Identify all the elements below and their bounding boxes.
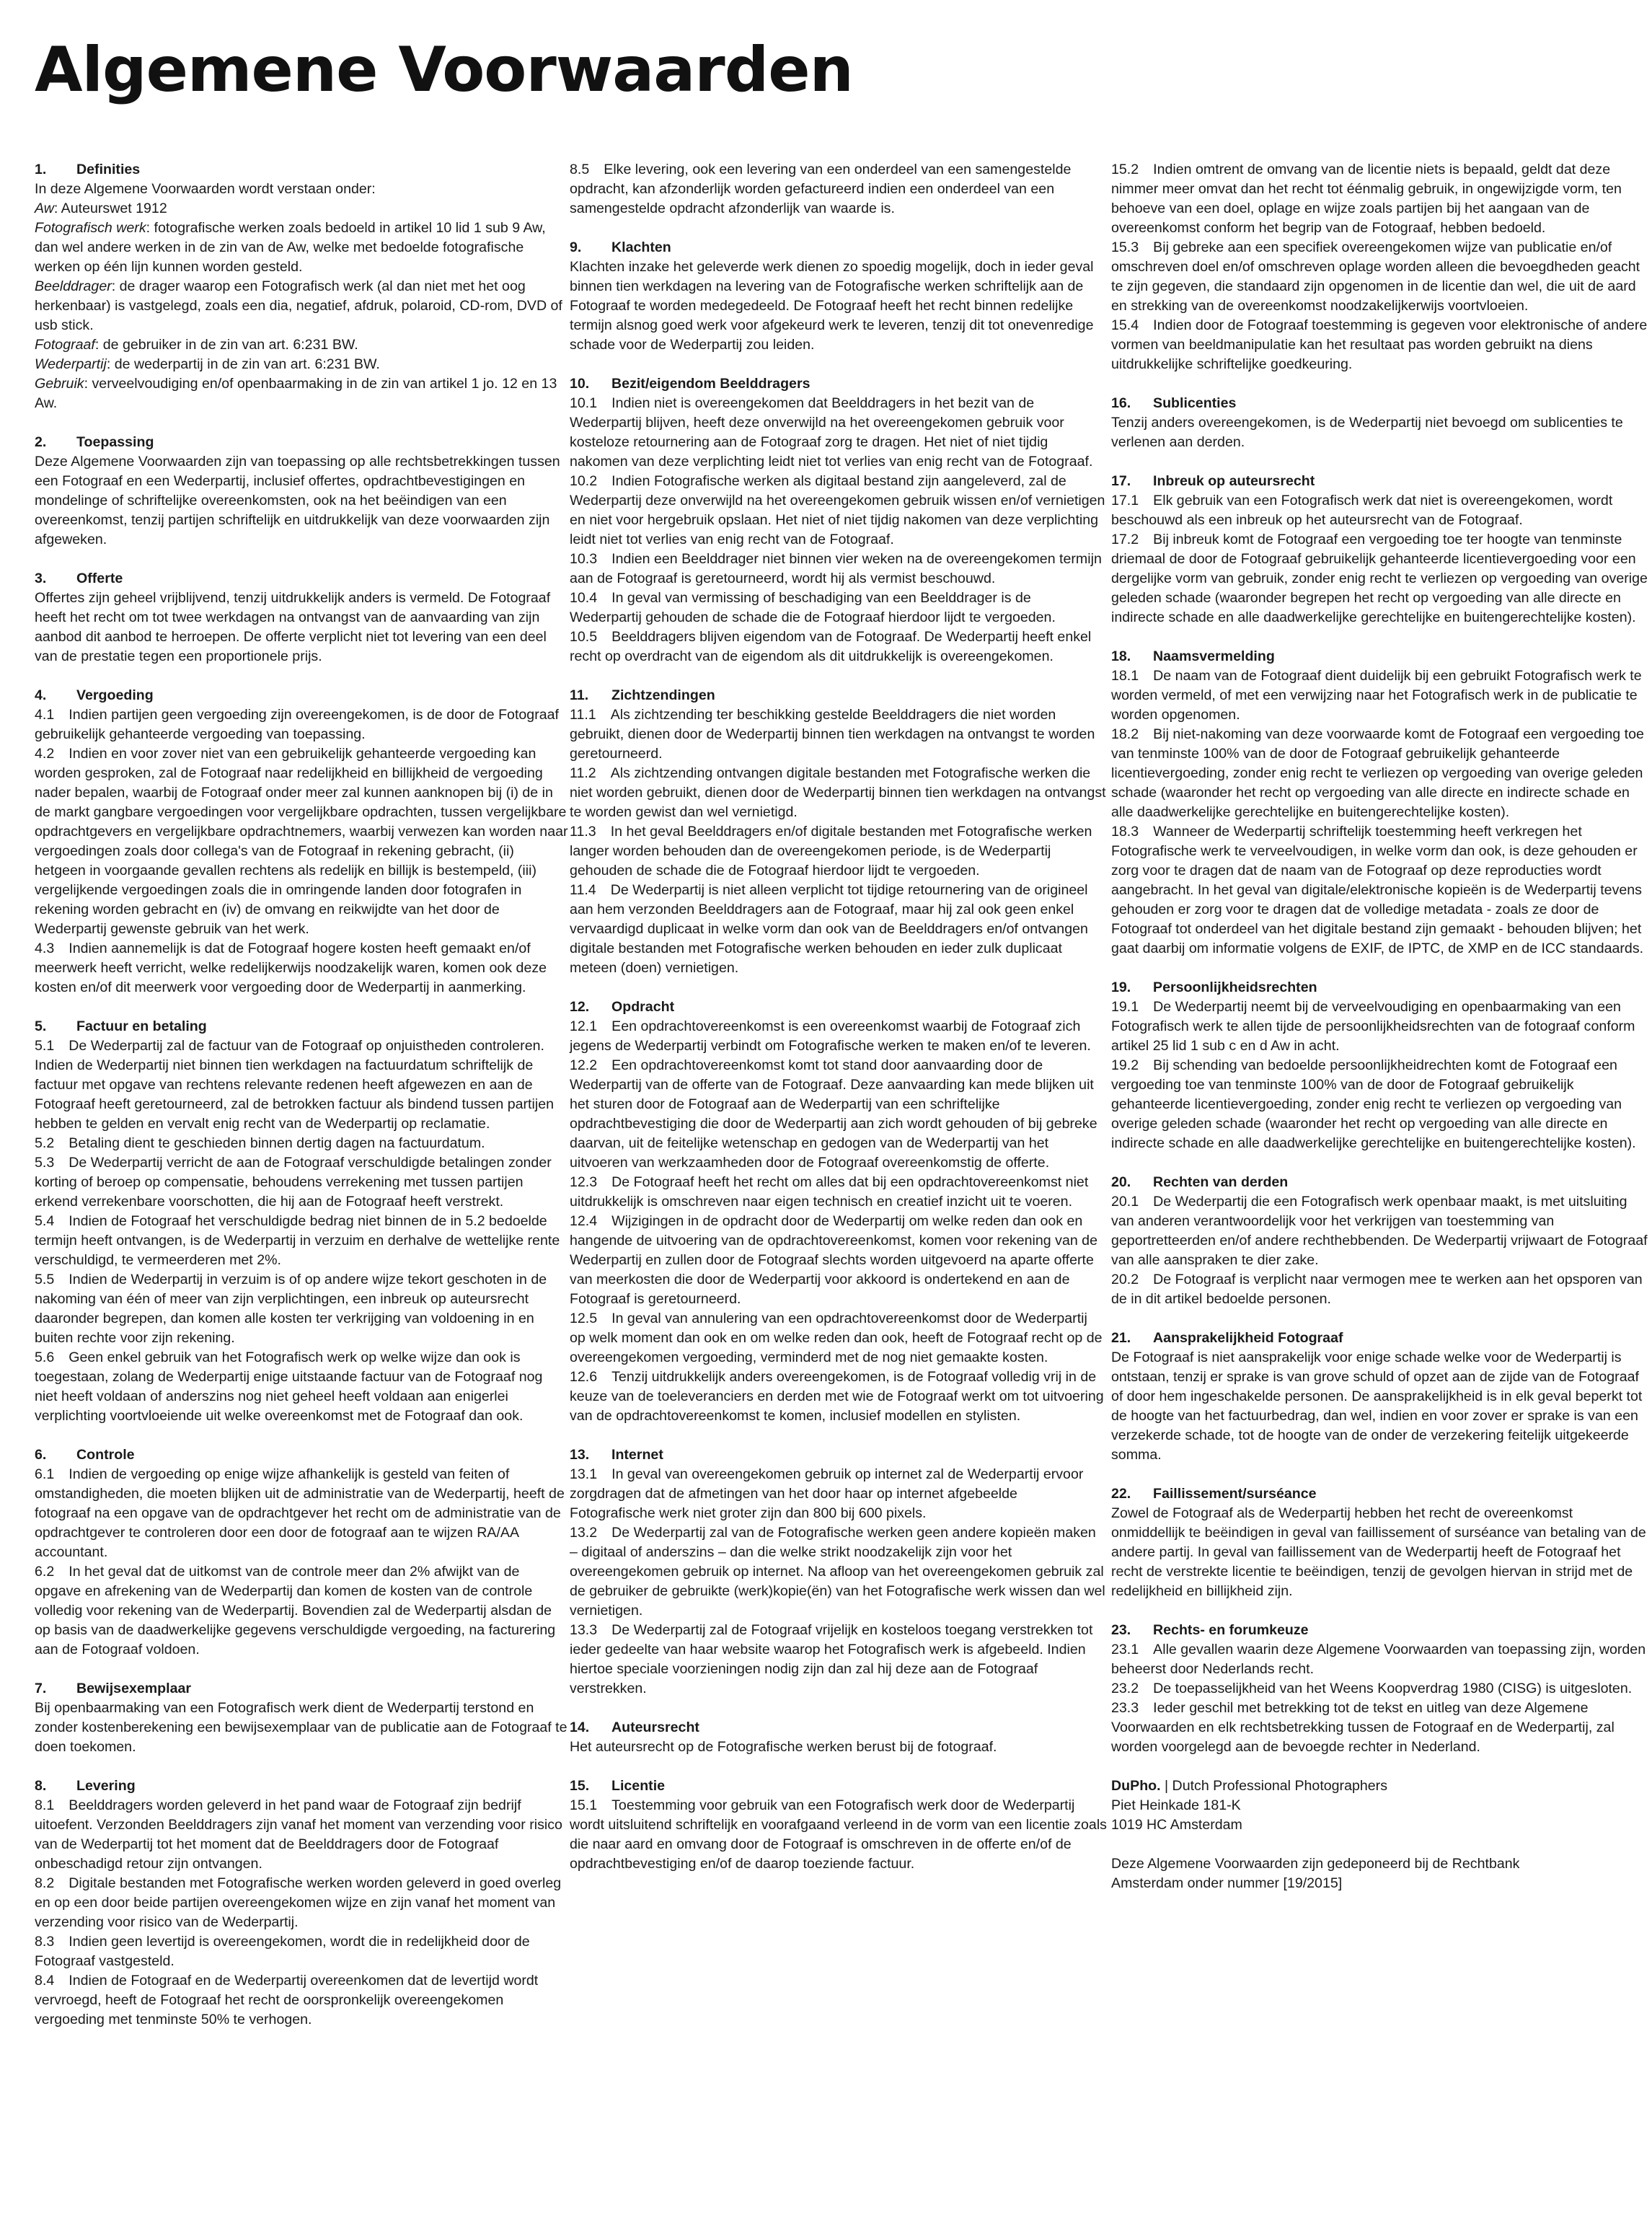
clause-text: : fotografische werken zoals bedoeld in artikel 10 lid 1 sub 9 Aw, dan wel andere werken in de zin van de Aw, welke met bedoelde fotografische werken op één lijn kunnen worden gesteld. [35, 220, 546, 275]
clause-text: De Fotograaf is verplicht naar vermogen mee te werken aan het opsporen van de in dit artikel bedoelde personen. [1111, 1272, 1643, 1307]
section-heading [570, 238, 1107, 257]
clause-text: Toestemming voor gebruik van een Fotografisch werk door de Wederpartij wordt uitsluitend schriftelijk en voorafgaand verleend in de vorm van een licentie zoals die naar aard en omvang door de Fotograaf is omschreven in de offerte en/of de opdrachtbevestiging en/of de daarop toeziende factuur. [570, 1797, 1107, 1872]
clause-number: 17.2 [1111, 532, 1139, 547]
clause-paragraph [35, 939, 568, 998]
clause-text: De Wederpartij is niet alleen verplicht tot tijdige retournering van de origineel aan hem verzonden Beelddragers aan de Fotograaf, maar hij zal ook geen enkel vervaardigd duplicaat in welke vorm dan ook van de Beelddragers en/of ontvangen digitale bestanden met Fotografische werken behouden en ieder zulk duplicaat meteen (doen) vernietigen. [570, 882, 1088, 976]
clause-text: Offertes zijn geheel vrijblijvend, tenzij uitdrukkelijk anders is vermeld. De Fotograaf heeft het recht om tot twee werkdagen na ontvangst van de aanvaarding van zijn aanbod dit aanbod te herroepen. De offerte verplicht niet tot levering van een deel van de prestatie tegen een proportionele prijs. [35, 590, 551, 664]
clause-paragraph [1111, 316, 1648, 374]
clause-number: 5.2 [35, 1135, 55, 1151]
section-title: Aansprakelijkheid Fotograaf [1153, 1330, 1343, 1346]
section-title: Bewijsexemplaar [76, 1681, 192, 1696]
clause-number: 11.2 [570, 765, 596, 781]
clause-text: Beelddragers worden geleverd in het pand waar de Fotograaf zijn bedrijf uitoefent. Verzonden Beelddragers zijn vanaf het moment van verzending voor risico van de Wederpartij tot het moment dat de Beelddragers door de Fotograaf onbeschadigd retour zijn ontvangen. [35, 1797, 562, 1872]
clause-number: 13.3 [570, 1622, 598, 1638]
section-heading [35, 433, 568, 452]
section-title: Rechts- en forumkeuze [1153, 1622, 1309, 1638]
clause-number: 6.1 [35, 1466, 55, 1482]
clause-paragraph [570, 822, 1107, 881]
clause-paragraph [1111, 1270, 1648, 1309]
clause-number: 11.4 [570, 882, 596, 898]
clause-paragraph [1111, 822, 1648, 959]
clause-paragraph [1111, 1056, 1648, 1153]
clause-number: 5.1 [35, 1038, 55, 1054]
clause-text: Tenzij uitdrukkelijk anders overeengekomen, is de Fotograaf volledig vrij in de keuze van de toeleveranciers en derden met wie de Fotograaf werkt om tot uitvoering van de opdrachtovereenkomst te komen, inclusief modellen en stylisten. [570, 1369, 1104, 1424]
section-5 [35, 1017, 568, 1426]
definition-term: Gebruik [35, 376, 84, 392]
clause-number: 10.1 [570, 395, 598, 411]
section-title: Inbreuk op auteursrecht [1153, 473, 1315, 489]
deposit-note [1111, 1854, 1648, 1893]
clause-paragraph [1111, 666, 1648, 725]
clause-text: : Auteurswet 1912 [53, 201, 167, 216]
column-middle [570, 160, 1107, 1874]
clause-paragraph [35, 1270, 568, 1348]
section-number: 20. [1111, 1174, 1131, 1190]
clause-text: Indien geen levertijd is overeengekomen, wordt die in redelijkheid door de Fotograaf vastgesteld. [35, 1934, 530, 1969]
clause-text: De toepasselijkheid van het Weens Koopverdrag 1980 (CISG) is uitgesloten. [1153, 1681, 1633, 1696]
section-number: 3. [35, 571, 47, 586]
definition-term: Fotografisch werk [35, 220, 146, 236]
section-heading [35, 1445, 568, 1465]
clause-paragraph [35, 1796, 568, 1874]
clause-paragraph [35, 1874, 568, 1932]
section-heading [1111, 394, 1648, 413]
section-title: Factuur en betaling [76, 1018, 207, 1034]
clause-paragraph [1111, 998, 1648, 1056]
clause-number: 13.2 [570, 1525, 598, 1541]
clause-text: Indien een Beelddrager niet binnen vier weken na de overeengekomen termijn aan de Fotograaf is geretourneerd, wordt hij als vermist beschouwd. [570, 551, 1102, 586]
clause-paragraph [1111, 413, 1648, 452]
clause-paragraph [1111, 1679, 1648, 1699]
clause-text: Wijzigingen in de opdracht door de Wederpartij om welke reden dan ook en hangende de uitvoering van de opdrachtovereenkomst, komen voor rekening van de Wederpartij en zullen door de Fotograaf slechts worden uitgevoerd na aparte offerte van meerkosten die door de Wederpartij voor akkoord is ondertekend en aan de Fotograaf is geretourneerd. [570, 1213, 1097, 1307]
clause-number: 5.4 [35, 1213, 55, 1229]
section-number: 17. [1111, 473, 1131, 489]
section-number: 15. [570, 1778, 590, 1794]
section-number: 5. [35, 1018, 47, 1034]
clause-text: In het geval Beelddragers en/of digitale bestanden met Fotografische werken langer worden behouden dan de overeengekomen periode, is de Wederpartij gehouden de schade die de Fotograaf hierdoor lijdt te vergoeden. [570, 824, 1092, 879]
clause-text: De Fotograaf is niet aansprakelijk voor enige schade welke voor de Wederpartij is ontstaan, tenzij er sprake is van grove schuld of opzet aan de zijde van de Fotograaf of door hem ingeschakelde personen. De aansprakelijkheid is in elk geval beperkt tot de hoogte van het factuurbedrag, dan wel, indien en voor zover er sprake is van een verzekerde schade, tot de hoogte van de onder de verzekering feitelijk uitgekeerde somma. [1111, 1349, 1643, 1463]
definition-term: Aw [35, 201, 54, 216]
clause-text: : de gebruiker in de zin van art. 6:231 BW. [94, 337, 358, 353]
clause-number: 23.2 [1111, 1681, 1139, 1696]
section-12 [570, 998, 1107, 1426]
section-number: 10. [570, 376, 590, 392]
clause-text: Indien niet is overeengekomen dat Beelddragers in het bezit van de Wederpartij blijven, heeft deze onverwijld na het overeengekomen gebruik voor kosteloze retournering aan de Fotograaf zorg te dragen. Het niet of niet tijdig nakomen van deze verplichting leidt niet tot verlies van enig recht van de Fotograaf. [570, 395, 1093, 470]
clause-paragraph [35, 180, 568, 199]
clause-number: 20.2 [1111, 1272, 1139, 1287]
clause-paragraph [570, 257, 1107, 355]
deposit-line-1: Deze Algemene Voorwaarden zijn gedeponeerd bij de Rechtbank [1111, 1856, 1520, 1872]
section-20 [1111, 1173, 1648, 1309]
clause-paragraph [570, 160, 1107, 219]
clause-paragraph [570, 881, 1107, 978]
clause-number: 10.5 [570, 629, 598, 645]
section-heading [35, 569, 568, 589]
section-heading [35, 1679, 568, 1699]
clause-paragraph [35, 452, 568, 550]
definition-term: Fotograaf [35, 337, 95, 353]
clause-paragraph [35, 374, 568, 413]
section-18 [1111, 647, 1648, 959]
clause-paragraph [35, 355, 568, 374]
clause-paragraph [1111, 160, 1648, 238]
clause-text: Indien de Wederpartij in verzuim is of op andere wijze tekort geschoten in de nakoming van één of meer van zijn verplichtingen, een inbreuk op auteursrecht daaronder begrepen, dan komen alle kosten ter verkrijging van voldoening in en buiten rechte voor zijn rekening. [35, 1272, 547, 1346]
section-heading [1111, 1621, 1648, 1640]
section-heading [570, 998, 1107, 1017]
section-title: Internet [611, 1447, 663, 1463]
clause-text: Digitale bestanden met Fotografische werken worden geleverd in goed overleg en op een door beide partijen overeengekomen wijze en zijn vanaf het moment van verzending voor risico van de Wederpartij. [35, 1875, 562, 1930]
clause-text: : de drager waarop een Fotografisch werk (al dan niet met het oog herkenbaar) is vastgelegd, zoals een dia, negatief, afdruk, polaroid, CD-rom, DVD of usb stick. [35, 278, 562, 333]
section-heading [35, 1017, 568, 1036]
section-heading [570, 1776, 1107, 1796]
section-11 [570, 686, 1107, 978]
clause-paragraph [35, 1699, 568, 1757]
clause-paragraph [570, 589, 1107, 628]
clause-paragraph [35, 219, 568, 277]
section-title: Levering [76, 1778, 136, 1794]
clause-text: De Wederpartij verricht de aan de Fotograaf verschuldigde betalingen zonder korting of beroep op compensatie, behoudens verrekening met tussen partijen erkend verrekenbare voorschotten, die hij aan de Fotograaf heeft verstrekt. [35, 1155, 552, 1210]
clause-number: 10.3 [570, 551, 598, 567]
clause-text: Ieder geschil met betrekking tot de tekst en uitleg van deze Algemene Voorwaarden en elk rechtsbetrekking tussen de Fotograaf en de Wederpartij, zal worden voorgelegd aan de bevoegde rechter in Nederland. [1111, 1700, 1615, 1755]
clause-paragraph [570, 472, 1107, 550]
clause-number: 6.2 [35, 1564, 55, 1580]
clause-number: 15.2 [1111, 162, 1139, 177]
clause-paragraph [1111, 1348, 1648, 1465]
clause-number: 12.6 [570, 1369, 598, 1385]
clause-number: 8.1 [35, 1797, 55, 1813]
clause-text: In het geval dat de uitkomst van de controle meer dan 2% afwijkt van de opgave en afrekening van de Wederpartij dan komen de kosten van de controle volledig voor rekening van de Wederpartij. Bovendien zal de Wederpartij alsdan de op basis van de daadwerkelijke gegevens verschuldigde vergoeding, na facturering aan de Fotograaf voldoen. [35, 1564, 556, 1657]
clause-text: Een opdrachtovereenkomst komt tot stand door aanvaarding door de Wederpartij van de offerte van de Fotograaf. Deze aanvaarding kan mede blijken uit het sturen door de Fotograaf aan de Wederpartij van een schriftelijke opdrachtbevestiging die door de Wederpartij aan zich wordt gehouden of bij gebreke daarvan, uit de feitelijke wetenschap en gedogen van de Wederpartij van het uitvoeren van werkzaamheden door de Fotograaf overeenkomstig de offerte. [570, 1057, 1097, 1171]
section-title: Toepassing [76, 434, 154, 450]
clause-text: Bij schending van bedoelde persoonlijkheidrechten komt de Fotograaf een vergoeding toe van tenminste 100% van de door de Fotograaf gebruikelijk gehanteerde licentievergoeding, zonder enig recht te verliezen op vergoeding van overige geleden schade (waaronder het recht op vergoeding van alle directe en indirecte schade en alle daadwerkelijke gerechtelijke en buitengerechtelijke kosten). [1111, 1057, 1636, 1151]
clause-number: 4.1 [35, 707, 55, 723]
clause-paragraph [35, 1465, 568, 1562]
clause-text: Elke levering, ook een levering van een onderdeel van een samengestelde opdracht, kan afzonderlijk worden gefactureerd indien een onderdeel van een samengestelde opdracht afzonderlijk van waarde is. [570, 162, 1072, 216]
clause-number: 18.3 [1111, 824, 1139, 840]
section-heading [1111, 472, 1648, 491]
clause-paragraph [1111, 725, 1648, 822]
section-title: Vergoeding [76, 687, 154, 703]
clause-text: Alle gevallen waarin deze Algemene Voorwaarden van toepassing zijn, worden beheerst door Nederlands recht. [1111, 1642, 1646, 1677]
clause-number: 17.1 [1111, 493, 1139, 508]
section-2 [35, 433, 568, 550]
clause-text: Als zichtzending ter beschikking gestelde Beelddragers die niet worden gebruikt, dienen door de Wederpartij binnen tien werkdagen na ontvangst te worden geretourneerd. [570, 707, 1095, 762]
definition-term: Wederpartij [35, 356, 107, 372]
clause-paragraph [570, 1056, 1107, 1173]
clause-text: Indien Fotografische werken als digitaal bestand zijn aangeleverd, zal de Wederpartij deze onverwijld na het overeengekomen gebruik wissen en/of vernietigen en niet voor hergebruik opslaan. Het niet of niet tijdig nakomen van deze verplichting leidt niet tot verlies van enig recht van de Fotograaf. [570, 473, 1105, 547]
clause-text: Klachten inzake het geleverde werk dienen zo spoedig mogelijk, doch in ieder geval binnen tien werkdagen na levering van de Fotografische werken schriftelijk aan de Fotograaf te worden medegedeeld. De Fotograaf heeft het recht binnen redelijke termijn alsnog goed werk voor afgekeurd werk te leveren, tenzij dit tot onevenredige schade voor de Wederpartij zou leiden. [570, 259, 1094, 353]
clause-paragraph [570, 1368, 1107, 1426]
clause-text: Indien omtrent de omvang van de licentie niets is bepaald, geldt dat deze nimmer meer omvat dan het recht tot éénmalig gebruik, in ongewijzigde vorm, ten behoeve van een doel, oplage en wijze zoals partijen bij het aangaan van de overeenkomst conform het begrip van de Fotograaf, hebben bedoeld. [1111, 162, 1622, 236]
clause-paragraph [1111, 1699, 1648, 1757]
clause-number: 11.1 [570, 707, 596, 723]
clause-text: De Wederpartij die een Fotografisch werk openbaar maakt, is met uitsluiting van anderen verantwoordelijk voor het verkrijgen van toestemming van geportretteerden en/of andere rechthebbenden. De Wederpartij vrijwaart de Fotograaf van alle aanspraken te dier zake. [1111, 1194, 1648, 1268]
clause-text: Indien de Fotograaf en de Wederpartij overeenkomen dat de levertijd wordt vervroegd, heeft de Fotograaf het recht de oorspronkelijk overeengekomen vergoeding met tenminste 50% te verhogen. [35, 1973, 539, 2027]
organization-line [1111, 1776, 1648, 1796]
clause-text: De Fotograaf heeft het recht om alles dat bij een opdrachtovereenkomst niet uitdrukkelijk is omschreven naar eigen technisch en creatief inzicht uit te voeren. [570, 1174, 1089, 1210]
clause-paragraph [1111, 238, 1648, 316]
section-13 [570, 1445, 1107, 1699]
section-heading [570, 1718, 1107, 1738]
section-15 [1111, 160, 1648, 374]
clause-text: Het auteursrecht op de Fotografische werken berust bij de fotograaf. [570, 1739, 997, 1755]
section-heading [1111, 1173, 1648, 1192]
clause-paragraph [570, 1465, 1107, 1523]
clause-number: 12.4 [570, 1213, 598, 1229]
clause-text: Indien door de Fotograaf toestemming is gegeven voor elektronische of andere vormen van beeldmanipulatie kan het resultaat pas worden gebruikt na diens uitdrukkelijke schriftelijke goedkeuring. [1111, 317, 1648, 372]
section-3 [35, 569, 568, 666]
clause-number: 12.5 [570, 1311, 598, 1326]
section-9 [570, 238, 1107, 355]
section-1 [35, 160, 568, 413]
section-14 [570, 1718, 1107, 1757]
clause-paragraph [570, 1017, 1107, 1056]
section-title: Klachten [611, 239, 671, 255]
section-number: 18. [1111, 648, 1131, 664]
section-title: Offerte [76, 571, 123, 586]
section-22 [1111, 1484, 1648, 1601]
section-6 [35, 1445, 568, 1660]
clause-text: De Wederpartij zal de factuur van de Fotograaf op onjuistheden controleren. Indien de Wederpartij niet binnen tien werkdagen na factuurdatum schriftelijk de factuur met opgave van rechtens relevante redenen heeft afgewezen en aan de Fotograaf heeft geretourneerd, zal de betrokken factuur als bindend tussen partijen hebben te gelden en vervalt enig recht van de Wederpartij op reclamatie. [35, 1038, 554, 1132]
clause-paragraph [570, 1738, 1107, 1757]
column-left [35, 160, 568, 2030]
section-title: Persoonlijkheidsrechten [1153, 979, 1317, 995]
clause-paragraph [35, 1212, 568, 1270]
clause-number: 12.1 [570, 1018, 598, 1034]
clause-paragraph [570, 764, 1107, 822]
section-15 [570, 1776, 1107, 1874]
clause-text: Indien aannemelijk is dat de Fotograaf hogere kosten heeft gemaakt en/of meerwerk heeft verricht, welke redelijkerwijs noodzakelijk waren, komen ook deze kosten en/of dit meerwerk voor vergoeding door de Wederpartij in aanmerking. [35, 941, 547, 995]
clause-number: 5.6 [35, 1349, 55, 1365]
clause-paragraph [1111, 1192, 1648, 1270]
organization-name: | Dutch Professional Photographers [1160, 1778, 1387, 1794]
clause-number: 4.3 [35, 941, 55, 956]
clause-number: 23.1 [1111, 1642, 1139, 1657]
section-number: 6. [35, 1447, 47, 1463]
section-heading [35, 1776, 568, 1796]
clause-text: : verveelvoudiging en/of openbaarmaking in de zin van artikel 1 jo. 12 en 13 Aw. [35, 376, 557, 411]
section-heading [1111, 1329, 1648, 1348]
section-heading [35, 160, 568, 180]
section-19 [1111, 978, 1648, 1153]
section-number: 1. [35, 162, 47, 177]
clause-number: 11.3 [570, 824, 596, 840]
clause-text: Geen enkel gebruik van het Fotografisch werk op welke wijze dan ook is toegestaan, zolang de Wederpartij enige uitstaande factuur van de Fotograaf nog niet heeft voldaan of anderszins nog niet geheel heeft voldaan aan enigerlei verplichting voortvloeiende uit welke overeenkomst met de Fotograaf dan ook. [35, 1349, 543, 1424]
clause-text: Beelddragers blijven eigendom van de Fotograaf. De Wederpartij heeft enkel recht op overdracht van de eigendom als dit uitdrukkelijk is overeengekomen. [570, 629, 1092, 664]
clause-text: Indien en voor zover niet van een gebruikelijk gehanteerde vergoeding kan worden gesproken, zal de Fotograaf naar redelijkheid en billijkheid de vergoeding nader bepalen, waarbij de Fotograaf onder meer zal kunnen aanknopen bij (i) de in de markt gangbare vergoedingen voor vergelijkbare opdrachten, tussen vergelijkbare opdrachtgevers en vergelijkbare opdrachtnemers, waarbij verwezen kan worden naar vergoedingen zoals door collega's van de Fotograaf in rekening gebracht, (ii) hetgeen in voorgaande gevallen rechtens als redelijk en billijk is bestempeld, (iii) vergelijkende vergoedingen zoals die in omringende landen door fotografen in rekening worden gebracht en (iv) de omvang en reikwijdte van het door de Wederpartij gewenste gebruik van het werk. [35, 746, 568, 937]
clause-text: Bij gebreke aan een specifiek overeengekomen wijze van publicatie en/of omschreven doel en/of omschreven oplage worden alleen die bevoegdheden geacht te zijn gegeven, die standaard zijn opgenomen in de licentie dan wel, die uit de aard en strekking van de overeenkomst noodzakelijkerwijs voortvloeien. [1111, 239, 1640, 314]
clause-number: 8.4 [35, 1973, 55, 1989]
clause-paragraph [35, 744, 568, 939]
brand-name: DuPho. [1111, 1778, 1161, 1794]
section-title: Faillissement/surséance [1153, 1486, 1317, 1502]
clause-paragraph [570, 1173, 1107, 1212]
clause-text: In geval van annulering van een opdrachtovereenkomst door de Wederpartij op welk moment dan ook en om welke reden dan ook, heeft de Fotograaf recht op de overeengekomen vergoeding, verminderd met de nog niet gemaakte kosten. [570, 1311, 1103, 1365]
section-heading [570, 374, 1107, 394]
section-title: Naamsvermelding [1153, 648, 1275, 664]
clause-paragraph [570, 705, 1107, 764]
section-title: Zichtzendingen [611, 687, 715, 703]
clause-text: De Wederpartij zal van de Fotografische werken geen andere kopieën maken – digitaal of anderszins – dan die welke strikt noodzakelijk zijn voor het overeengekomen gebruik op internet. Na afloop van het overeengekomen gebruik zal de gebruiker de gebruikte (werk)kopie(ën) van het Fotografische werk wissen dan wel vernietigen. [570, 1525, 1105, 1619]
section-10 [570, 374, 1107, 666]
clause-text: : de wederpartij in de zin van art. 6:231 BW. [106, 356, 380, 372]
clause-number: 19.1 [1111, 999, 1139, 1015]
section-heading [1111, 647, 1648, 666]
clause-text: Betaling dient te geschieden binnen dertig dagen na factuurdatum. [69, 1135, 485, 1151]
clause-number: 10.4 [570, 590, 598, 606]
clause-paragraph [570, 1212, 1107, 1309]
section-title: Sublicenties [1153, 395, 1237, 411]
clause-text: Indien partijen geen vergoeding zijn overeengekomen, is de door de Fotograaf gebruikelijk gehanteerde vergoeding van toepassing. [35, 707, 559, 742]
clause-number: 12.3 [570, 1174, 598, 1190]
section-title: Definities [76, 162, 141, 177]
section-number: 8. [35, 1778, 47, 1794]
clause-number: 15.4 [1111, 317, 1139, 333]
section-21 [1111, 1329, 1648, 1465]
clause-paragraph [1111, 491, 1648, 530]
clause-text: Bij niet-nakoming van deze voorwaarde komt de Fotograaf een vergoeding toe van tenminste 100% van de door de Fotograaf gebruikelijk gehanteerde licentievergoeding, zonder enig recht te verliezen op vergoeding van overige geleden schade (waaronder het recht op vergoeding van alle directe en indirecte schade en alle daadwerkelijke gerechtelijke en buitengerechtelijke kosten). [1111, 726, 1644, 820]
clause-text: De naam van de Fotograaf dient duidelijk bij een gebruikt Fotografisch werk te worden vermeld, of met een verwijzing naar het Fotografisch werk in de publicatie te worden opgenomen. [1111, 668, 1642, 723]
section-number: 14. [570, 1720, 590, 1735]
clause-paragraph [1111, 530, 1648, 628]
clause-paragraph [35, 1036, 568, 1134]
section-7 [35, 1679, 568, 1757]
section-title: Controle [76, 1447, 135, 1463]
section-number: 22. [1111, 1486, 1131, 1502]
clause-paragraph [570, 628, 1107, 666]
clause-number: 15.1 [570, 1797, 598, 1813]
clause-number: 8.3 [35, 1934, 55, 1950]
section-number: 16. [1111, 395, 1131, 411]
clause-number: 19.2 [1111, 1057, 1139, 1073]
clause-text: De Wederpartij neemt bij de verveelvoudiging en openbaarmaking van een Fotografisch werk te allen tijde de persoonlijkheidsrechten van de fotograaf conform artikel 25 lid 1 sub c en d Aw in acht. [1111, 999, 1635, 1054]
clause-text: Een opdrachtovereenkomst is een overeenkomst waarbij de Fotograaf zich jegens de Wederpartij verbindt om Fotografische werken te maken en/of te leveren. [570, 1018, 1091, 1054]
column-right-sections [1111, 160, 1648, 1757]
section-title: Licentie [611, 1778, 666, 1794]
clause-number: 18.1 [1111, 668, 1139, 684]
section-title: Rechten van derden [1153, 1174, 1289, 1190]
clause-number: 8.2 [35, 1875, 55, 1891]
clause-number: 12.2 [570, 1057, 598, 1073]
section-number: 13. [570, 1447, 590, 1463]
section-number: 9. [570, 239, 582, 255]
clause-text: Tenzij anders overeengekomen, is de Wederpartij niet bevoegd om sublicenties te verlenen aan derden. [1111, 415, 1623, 450]
clause-text: De Wederpartij zal de Fotograaf vrijelijk en kosteloos toegang verstrekken tot ieder gedeelte van haar website waarop het Fotografisch werk is afgebeeld. Indien hiertoe speciale voorzieningen nodig zijn dan zal hij deze aan de Fotograaf verstrekken. [570, 1622, 1093, 1696]
section-23 [1111, 1621, 1648, 1757]
clause-text: In geval van overeengekomen gebruik op internet zal de Wederpartij ervoor zorgdragen dat de afmetingen van het door haar op internet afgebeelde Fotografische werk niet groter zijn dan 800 bij 600 pixels. [570, 1466, 1084, 1521]
clause-paragraph [35, 1932, 568, 1971]
section-heading [570, 1445, 1107, 1465]
deposit-line-2: Amsterdam onder nummer [19/2015] [1111, 1875, 1343, 1891]
address-street: Piet Heinkade 181-K [1111, 1797, 1241, 1813]
section-number: 12. [570, 999, 590, 1015]
clause-text: Deze Algemene Voorwaarden zijn van toepassing op alle rechtsbetrekkingen tussen een Fotograaf en een Wederpartij, inclusief offertes, opdrachtbevestigingen en mondelinge of schriftelijke overeenkomsten, ook na het beëindigen van een overeenkomst, tenzij partijen schriftelijk en uitdrukkelijk van deze voorwaarden zijn afgeweken. [35, 454, 560, 547]
clause-paragraph [35, 199, 568, 219]
clause-paragraph [35, 335, 568, 355]
clause-paragraph [570, 1523, 1107, 1621]
clause-paragraph [35, 1153, 568, 1212]
clause-number: 13.1 [570, 1466, 598, 1482]
clause-number: 5.5 [35, 1272, 55, 1287]
clause-paragraph [570, 550, 1107, 589]
clause-paragraph [35, 1348, 568, 1426]
clause-text: Wanneer de Wederpartij schriftelijk toestemming heeft verkregen het Fotografische werk te verveelvoudigen, in welke vorm dan ook, is deze gehouden er zorg voor te dragen dat de naam van de Fotograaf op deze reproducties wordt aangebracht. In het geval van digitale/elektronische kopieën is de Wederpartij tevens gehouden er zorg voor te dragen dat de volledige metadata - zoals ze door de Fotograaf tot onderdeel van het digitale bestand zijn gemaakt - behouden blijven; het gaat daarbij om informatie volgens de EXIF, de IPTC, de XMP en de ICC standaards. [1111, 824, 1644, 956]
section-8 [35, 1776, 568, 2030]
clause-text: Als zichtzending ontvangen digitale bestanden met Fotografische werken die niet worden gebruikt, dienen door de Wederpartij binnen tien werkdagen na ontvangst te worden gewist dan wel vernietigd. [570, 765, 1106, 820]
address-city: 1019 HC Amsterdam [1111, 1817, 1242, 1833]
clause-text: Indien de Fotograaf het verschuldigde bedrag niet binnen de in 5.2 bedoelde termijn heeft ontvangen, is de Wederpartij in verzuim en derhalve de wettelijke rente verschuldigd, te vermeerderen met 2%. [35, 1213, 560, 1268]
clause-paragraph [570, 1796, 1107, 1874]
clause-paragraph [35, 1562, 568, 1660]
column-right [1111, 160, 1648, 1913]
section-heading [35, 686, 568, 705]
section-title: Opdracht [611, 999, 675, 1015]
section-number: 4. [35, 687, 47, 703]
definition-term: Beelddrager [35, 278, 112, 294]
clause-paragraph [35, 705, 568, 744]
section-number: 19. [1111, 979, 1131, 995]
clause-number: 8.5 [570, 162, 590, 177]
section-4 [35, 686, 568, 998]
clause-paragraph [35, 1134, 568, 1153]
clause-text: Elk gebruik van een Fotografisch werk dat niet is overeengekomen, wordt beschouwd als een inbreuk op het auteursrecht van de Fotograaf. [1111, 493, 1613, 528]
clause-text: Indien de vergoeding op enige wijze afhankelijk is gesteld van feiten of omstandigheden, die moeten blijken uit de administratie van de Wederpartij, heeft de fotograaf na een opgave van de opdrachtgever het recht om de administratie van de opdrachtgever te controleren door een door de fotograaf aan te wijzen RA/AA accountant. [35, 1466, 565, 1560]
section-number: 2. [35, 434, 47, 450]
clause-number: 18.2 [1111, 726, 1139, 742]
section-heading [1111, 1484, 1648, 1504]
section-16 [1111, 394, 1648, 452]
clause-paragraph [35, 277, 568, 335]
clause-text: Zowel de Fotograaf als de Wederpartij hebben het recht de overeenkomst onmiddellijk te beëindigen in geval van faillissement of surséance van betaling van de andere partij. In geval van faillissement van de Wederpartij heeft de Fotograaf het recht de verstrekte licentie te beëindigen, tenzij de gevolgen hiervan in strijd met de redelijkheid en billijkheid zijn. [1111, 1505, 1646, 1599]
clause-number: 15.3 [1111, 239, 1139, 255]
section-title: Bezit/eigendom Beelddragers [611, 376, 810, 392]
clause-number: 5.3 [35, 1155, 55, 1171]
clause-paragraph [1111, 1640, 1648, 1679]
clause-text: Bij openbaarmaking van een Fotografisch werk dient de Wederpartij terstond en zonder kostenberekening een bewijsexemplaar van de publicatie aan de Fotograaf te doen toekomen. [35, 1700, 567, 1755]
section-17 [1111, 472, 1648, 628]
section-number: 21. [1111, 1330, 1131, 1346]
clause-text: In geval van vermissing of beschadiging van een Beelddrager is de Wederpartij gehouden de schade die de Fotograaf hierdoor lijdt te vergoeden. [570, 590, 1056, 625]
clause-paragraph [35, 1971, 568, 2030]
section-title: Auteursrecht [611, 1720, 699, 1735]
clause-paragraph [1111, 1504, 1648, 1601]
clause-paragraph [570, 1309, 1107, 1368]
section-number: 23. [1111, 1622, 1131, 1638]
address-block [1111, 1776, 1648, 1835]
clause-text: Bij inbreuk komt de Fotograaf een vergoeding toe ter hoogte van tenminste driemaal de door de Fotograaf gebruikelijk gehanteerde licentievergoeding voor een dergelijke vorm van gebruik, zonder enig recht te verliezen op vergoeding van overige geleden schade (waaronder begrepen het recht op vergoeding van alle directe en indirecte schade en alle daadwerkelijke gerechtelijke en buitengerechtelijke kosten). [1111, 532, 1648, 625]
clause-paragraph [570, 394, 1107, 472]
clause-text: In deze Algemene Voorwaarden wordt verstaan onder: [35, 181, 376, 197]
page-title: Algemene Voorwaarden [35, 34, 853, 106]
section-heading [1111, 978, 1648, 998]
section-number: 11. [570, 687, 589, 703]
clause-paragraph [570, 1621, 1107, 1699]
section-heading [570, 686, 1107, 705]
clause-paragraph [35, 589, 568, 666]
section-number: 7. [35, 1681, 47, 1696]
clause-number: 4.2 [35, 746, 55, 762]
clause-number: 20.1 [1111, 1194, 1139, 1210]
clause-number: 23.3 [1111, 1700, 1139, 1716]
clause-number: 10.2 [570, 473, 598, 489]
section-8 [570, 160, 1107, 219]
